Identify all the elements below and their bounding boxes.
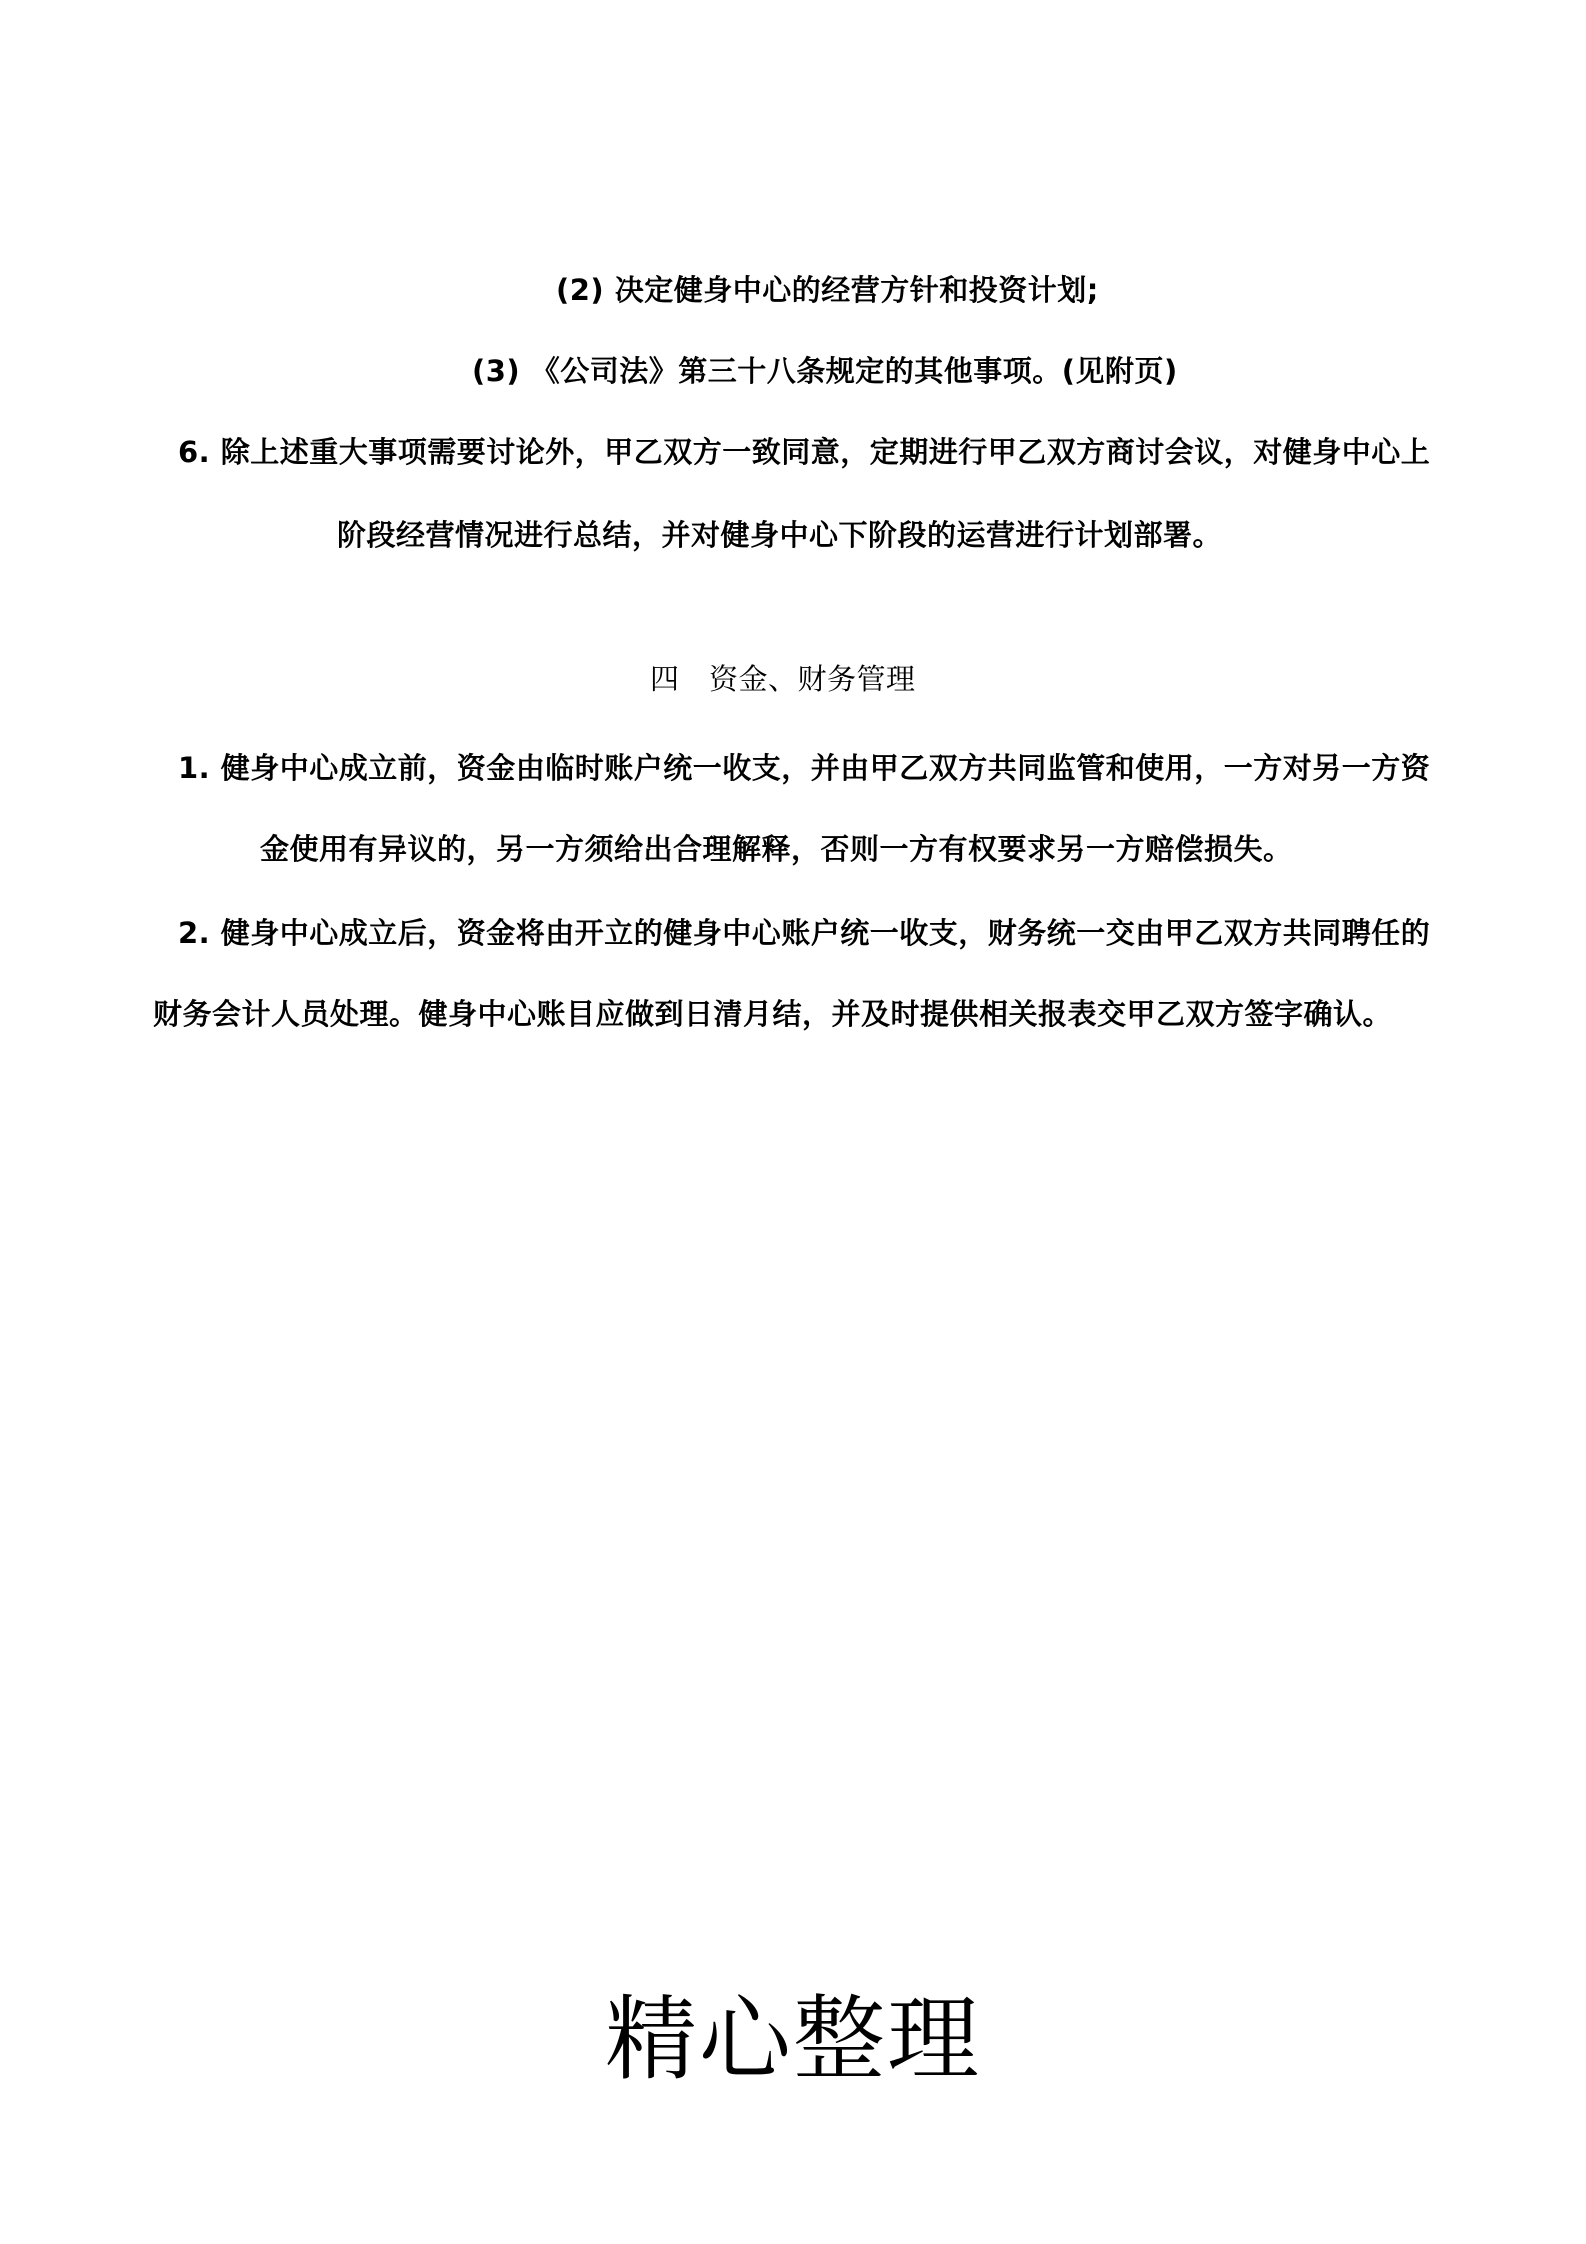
finance-item-1-line2: 金使用有异议的，另一方须给出合理解释，否则一方有权要求另一方赔偿损失。: [260, 832, 1293, 866]
finance-item-2-line2: 财务会计人员处理。健身中心账目应做到日清月结，并及时提供相关报表交甲乙双方签字确认。: [153, 997, 1393, 1031]
footer-watermark-text: 精心整理: [604, 1986, 981, 2093]
clause-item-3: (3) 《公司法》第三十八条规定的其他事项。(见附页): [472, 354, 1178, 388]
finance-item-2-line1: 2. 健身中心成立后，资金将由开立的健身中心账户统一收支，财务统一交由甲乙双方共同聘任的: [178, 916, 1431, 950]
finance-item-1-line1: 1. 健身中心成立前，资金由临时账户统一收支，并由甲乙双方共同监管和使用，一方对另一方资: [178, 751, 1431, 785]
clause-item-6-line2: 阶段经营情况进行总结，并对健身中心下阶段的运营进行计划部署。: [337, 518, 1223, 552]
section-heading-funds-finance: 四 资金、财务管理: [650, 662, 916, 696]
clause-item-2: (2) 决定健身中心的经营方针和投资计划;: [556, 273, 1099, 307]
clause-item-6-line1: 6. 除上述重大事项需要讨论外，甲乙双方一致同意，定期进行甲乙双方商讨会议，对健身中心上: [178, 435, 1431, 469]
